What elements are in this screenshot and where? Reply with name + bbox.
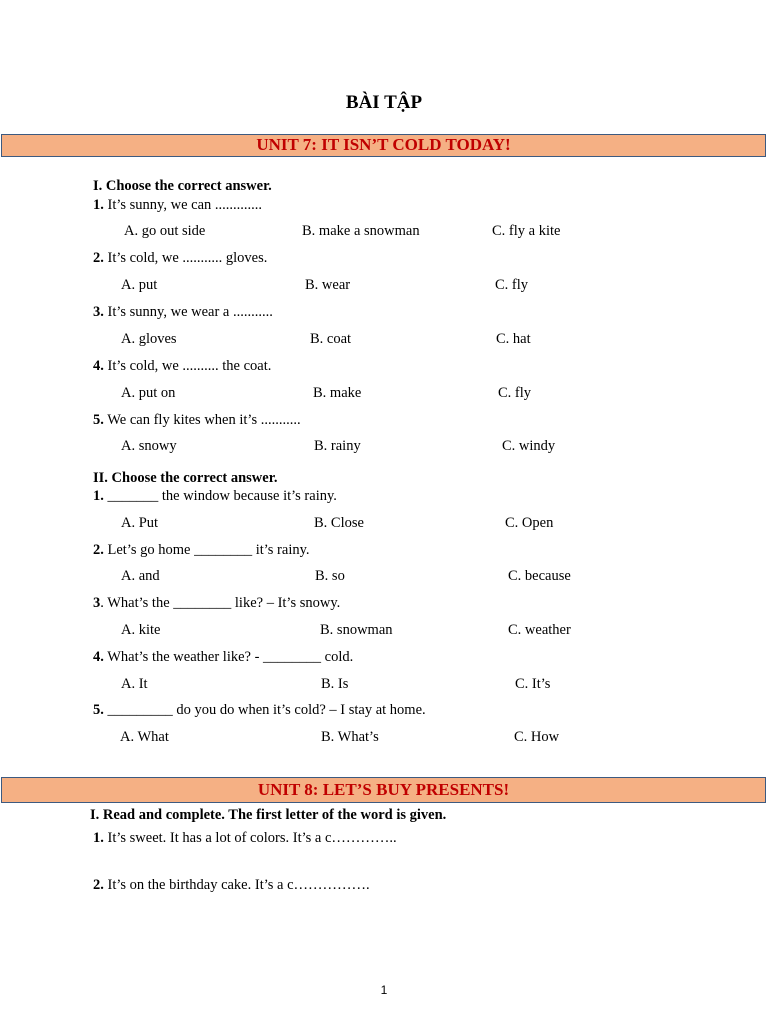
option-a: A. kite — [121, 622, 161, 638]
question-number: 4. — [93, 649, 104, 665]
question-number: 3. — [93, 304, 104, 320]
option-b: B. Is — [321, 676, 349, 692]
question — [93, 701, 426, 719]
option-b: B. make — [313, 385, 362, 401]
option-a: A. go out side — [124, 223, 206, 239]
question-number: 4. — [93, 358, 104, 374]
question-number: 1. — [93, 197, 104, 213]
option-b: B. make a snowman — [302, 223, 420, 239]
question-text: What’s the weather like? - ________ cold. — [107, 649, 354, 665]
question-text: . What’s the ________ like? – It’s snowy. — [100, 595, 341, 611]
question — [93, 876, 370, 894]
question — [93, 541, 310, 559]
question-text: Let’s go home ________ it’s rainy. — [107, 542, 310, 558]
option-c: C. fly a kite — [492, 223, 561, 239]
question-number: 2. — [93, 250, 104, 266]
question-number: 5. — [93, 412, 104, 428]
option-b: B. rainy — [314, 438, 361, 454]
option-c: C. because — [508, 568, 571, 584]
document-title: BÀI TẬP — [345, 92, 423, 113]
question-number: 1. — [93, 830, 104, 846]
option-b: B. Close — [314, 515, 364, 531]
question — [93, 196, 262, 214]
question-text: It’s on the birthday cake. It’s a c……………. — [107, 877, 370, 893]
option-a: A. put on — [121, 385, 176, 401]
question-text: _________ do you do when it’s cold? – I stay at home. — [107, 702, 426, 718]
option-c: C. fly — [495, 277, 529, 293]
unit7-part2-heading: II. Choose the correct answer. — [93, 470, 278, 486]
question-text: It’s cold, we ........... gloves. — [107, 250, 268, 266]
option-c: C. Open — [505, 515, 554, 531]
question — [93, 829, 397, 847]
question — [93, 411, 301, 429]
unit-8-banner: UNIT 8: LET’S BUY PRESENTS! — [1, 777, 766, 803]
option-a: A. It — [121, 676, 148, 692]
question — [93, 648, 353, 666]
option-a: A. snowy — [121, 438, 177, 454]
question-text: We can fly kites when it’s ........... — [107, 412, 301, 428]
option-b: B. snowman — [320, 622, 393, 638]
option-c: C. weather — [508, 622, 571, 638]
option-b: B. coat — [310, 331, 352, 347]
question-text: It’s sweet. It has a lot of colors. It’s a c………….. — [107, 830, 397, 846]
question — [93, 487, 337, 505]
question-text: It’s sunny, we wear a ........... — [107, 304, 273, 320]
question-number: 3 — [93, 595, 101, 611]
question — [93, 594, 340, 612]
option-c: C. It’s — [515, 676, 551, 692]
question-text: _______ the window because it’s rainy. — [107, 488, 337, 504]
option-a: A. gloves — [121, 331, 177, 347]
question — [93, 303, 273, 321]
option-b: B. so — [315, 568, 345, 584]
question — [93, 249, 267, 267]
question-number: 2. — [93, 542, 104, 558]
option-a: A. What — [120, 729, 169, 745]
page-number: 1 — [380, 983, 388, 997]
question-text: It’s cold, we .......... the coat. — [107, 358, 272, 374]
option-c: C. fly — [498, 385, 532, 401]
option-a: A. Put — [121, 515, 159, 531]
option-c: C. windy — [502, 438, 556, 454]
question — [93, 357, 271, 375]
option-c: C. hat — [496, 331, 531, 347]
question-number: 5. — [93, 702, 104, 718]
unit-7-banner: UNIT 7: IT ISN’T COLD TODAY! — [1, 134, 766, 157]
option-b: B. wear — [305, 277, 351, 293]
option-a: A. and — [121, 568, 160, 584]
question-number: 2. — [93, 877, 104, 893]
question-text: It’s sunny, we can ............. — [107, 197, 263, 213]
option-c: C. How — [514, 729, 560, 745]
option-a: A. put — [121, 277, 158, 293]
unit7-part1-heading: I. Choose the correct answer. — [93, 178, 272, 194]
option-b: B. What’s — [321, 729, 379, 745]
question-number: 1. — [93, 488, 104, 504]
unit8-part1-heading: I. Read and complete. The first letter of the word is given. — [90, 807, 447, 823]
